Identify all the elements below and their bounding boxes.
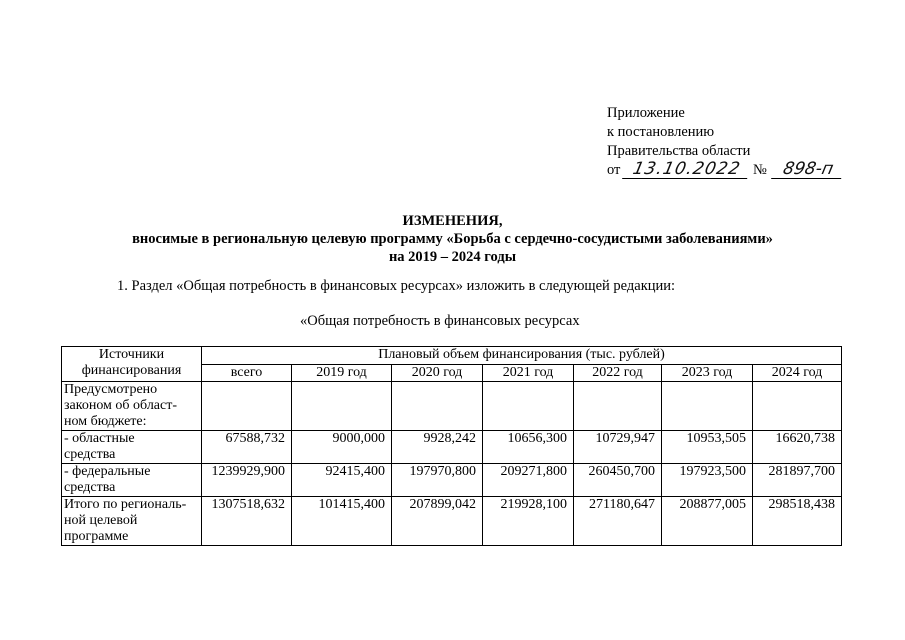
col-header: 2024 год [753,365,842,382]
value-cell [574,382,662,431]
value-cell: 281897,700 [753,464,842,497]
value-cell [202,382,292,431]
table-row [62,382,842,431]
value-cell: 10656,300 [483,431,574,464]
value-cell: 10953,505 [662,431,753,464]
value-cell [392,382,483,431]
value-cell: 1307518,632 [202,497,292,546]
value-cell: 101415,400 [292,497,392,546]
appendix-line-3: Правительства области [607,143,751,159]
value-cell: 92415,400 [292,464,392,497]
number-label: № [753,162,767,178]
row-label: - областные средства [62,431,202,464]
value-cell: 9928,242 [392,431,483,464]
value-cell [753,382,842,431]
handwritten-number: 898-п [771,161,845,179]
col-header: 2021 год [483,365,574,382]
value-cell [483,382,574,431]
col-header: 2022 год [574,365,662,382]
value-cell: 260450,700 [574,464,662,497]
title-line-2: вносимые в региональную целевую программу «Борьба с сердечно-сосудистыми заболеваниями» [132,231,773,247]
source-header: Источники финансирования [62,347,202,382]
paragraph-1: 1. Раздел «Общая потребность в финансовых ресурсах» изложить в следующей редакции: [117,278,676,294]
value-cell [662,382,753,431]
handwritten-date: 13.10.2022 [622,161,751,179]
value-cell: 1239929,900 [202,464,292,497]
value-cell: 298518,438 [753,497,842,546]
appendix-line-1: Приложение [607,105,685,121]
value-cell: 271180,647 [574,497,662,546]
row-label: Предусмотрено законом об област- ном бюджете: [62,382,202,431]
col-header: всего [202,365,292,382]
table-row [62,464,842,497]
value-cell: 9000,000 [292,431,392,464]
value-cell: 207899,042 [392,497,483,546]
row-label: - федеральные средства [62,464,202,497]
table-caption: «Общая потребность в финансовых ресурсах [300,313,580,329]
value-cell: 16620,738 [753,431,842,464]
col-header: 2020 год [392,365,483,382]
value-cell: 209271,800 [483,464,574,497]
value-cell: 219928,100 [483,497,574,546]
value-cell: 67588,732 [202,431,292,464]
from-label: от [607,162,621,178]
col-header: 2019 год [292,365,392,382]
row-label: Итого по региональ- ной целевой программе [62,497,202,546]
resolution-date-row [607,161,843,180]
financing-table [61,346,842,546]
appendix-line-2: к постановлению [607,124,715,140]
planned-header: Плановый объем финансирования (тыс. рублей) [202,347,842,365]
value-cell: 197923,500 [662,464,753,497]
title-line-3: на 2019 – 2024 годы [388,249,517,265]
value-cell: 197970,800 [392,464,483,497]
title-heading: ИЗМЕНЕНИЯ, [402,213,503,229]
appendix-block [607,104,843,180]
document-title [0,212,905,266]
table-row-total [62,497,842,546]
table-row [62,431,842,464]
value-cell: 208877,005 [662,497,753,546]
value-cell: 10729,947 [574,431,662,464]
col-header: 2023 год [662,365,753,382]
value-cell [292,382,392,431]
header-row-1 [62,347,842,365]
